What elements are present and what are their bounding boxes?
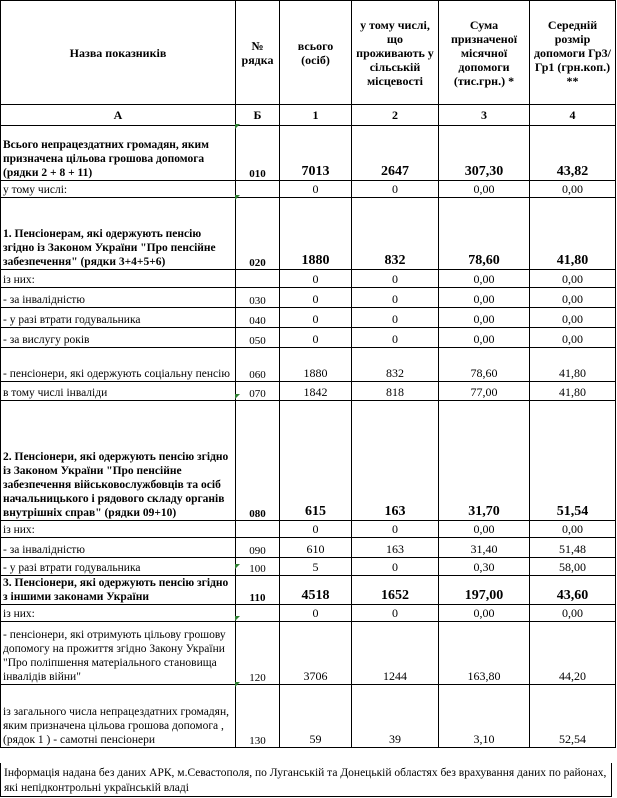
value-sum: 77,00 [439,382,530,401]
table-row [1,126,616,181]
table-row [1,605,616,622]
header-name: Назва показників [1,1,236,105]
table-row [1,328,616,348]
value-sum: 0,00 [439,181,530,198]
value-average: 41,80 [530,198,616,270]
value-average: 51,48 [530,538,616,558]
row-name: - у разі втрати годувальника [1,558,236,576]
column-letters-row [1,105,616,126]
value-rural: 163 [352,538,439,558]
table-row [1,558,616,576]
table-row [1,538,616,558]
value-rural: 0 [352,605,439,622]
header-sum: Сума призначеної місячної допомоги (тис.грн.) * [439,1,530,105]
value-average: 43,60 [530,576,616,605]
value-rural: 0 [352,521,439,538]
value-total: 0 [280,605,352,622]
row-code: 070 [236,382,280,401]
table-row [1,576,616,605]
cell-marker-icon [235,564,240,569]
row-name: - пенсіонери, які одержують соціальну пенсію [1,348,236,382]
value-average: 0,00 [530,328,616,348]
value-sum: 78,60 [439,348,530,382]
value-average: 41,80 [530,348,616,382]
header-row-number: № рядка [236,1,280,105]
value-rural: 0 [352,270,439,288]
value-average: 0,00 [530,308,616,328]
value-rural: 0 [352,288,439,308]
value-average: 0,00 [530,605,616,622]
value-average: 41,80 [530,382,616,401]
value-average: 43,82 [530,126,616,181]
column-letter: 3 [439,105,530,126]
header-row [1,1,616,105]
row-name: Всього непрацездатних громадян, яким призначена цільова грошова допомога (рядки 2 + 8 + 11) [1,126,236,181]
value-sum: 0,00 [439,605,530,622]
cell-marker-icon [235,124,240,129]
value-rural: 39 [352,685,439,748]
value-total: 1842 [280,382,352,401]
row-name: 2. Пенсіонери, які одержують пенсію згідно із Законом України "Про пенсійне забезпечення військовослужбовців та осіб начальницького і рядового складу органів внутрішніх справ" (рядки 09+10) [1,401,236,521]
header-rural: у тому числі, що проживають у сільській місцевості [352,1,439,105]
cell-marker-icon [235,394,240,399]
header-total: всього (осіб) [280,1,352,105]
column-letter: 4 [530,105,616,126]
row-code: 090 [236,538,280,558]
table-row [1,622,616,685]
row-code [236,181,280,198]
row-code: 120 [236,622,280,685]
value-total: 0 [280,270,352,288]
row-code: 050 [236,328,280,348]
cell-marker-icon [235,682,240,687]
value-total: 3706 [280,622,352,685]
row-name: - за вислугу років [1,328,236,348]
value-total: 0 [280,521,352,538]
column-letter: 1 [280,105,352,126]
row-name: із загального числа непрацездатних громадян, яким призначена цільова грошова допомога , (рядок 1 ) - самотні пенсіонери [1,685,236,748]
row-code [236,270,280,288]
column-letter: 2 [352,105,439,126]
value-total: 615 [280,401,352,521]
table-row [1,288,616,308]
value-average: 0,00 [530,288,616,308]
row-code: 030 [236,288,280,308]
value-rural: 0 [352,558,439,576]
row-code: 110 [236,576,280,605]
value-total: 7013 [280,126,352,181]
table-row [1,348,616,382]
value-sum: 78,60 [439,198,530,270]
value-rural: 2647 [352,126,439,181]
value-average: 52,54 [530,685,616,748]
cell-marker-icon [235,195,240,200]
cell-marker-icon [235,616,240,621]
row-code: 020 [236,198,280,270]
value-rural: 1652 [352,576,439,605]
row-name: - за інвалідністю [1,288,236,308]
value-total: 5 [280,558,352,576]
value-sum: 0,00 [439,308,530,328]
value-average: 51,54 [530,401,616,521]
value-rural: 1244 [352,622,439,685]
row-name: 3. Пенсіонери, які одержують пенсію згідно з іншими законами України [1,576,236,605]
value-rural: 163 [352,401,439,521]
table-row [1,401,616,521]
value-rural: 0 [352,308,439,328]
row-code: 130 [236,685,280,748]
row-name: із них: [1,605,236,622]
row-code: 080 [236,401,280,521]
value-rural: 818 [352,382,439,401]
row-name: із них: [1,521,236,538]
value-total: 0 [280,308,352,328]
value-total: 4518 [280,576,352,605]
row-name: 1. Пенсіонерам, які одержують пенсію згідно із Законом України "Про пенсійне забезпечення" (рядки 3+4+5+6) [1,198,236,270]
column-letter: Б [236,105,280,126]
table-row [1,181,616,198]
row-name: із них: [1,270,236,288]
value-sum: 307,30 [439,126,530,181]
row-code: 060 [236,348,280,382]
value-average: 58,00 [530,558,616,576]
value-rural: 0 [352,181,439,198]
row-name: - пенсіонери, які отримують цільову грошову допомогу на прожиття згідно Закону України "Про поліпшення матеріального становища інвалідів війни" [1,622,236,685]
value-total: 610 [280,538,352,558]
row-name: - за інвалідністю [1,538,236,558]
value-average: 0,00 [530,521,616,538]
row-code [236,605,280,622]
value-total: 0 [280,328,352,348]
table-row [1,382,616,401]
row-code [236,521,280,538]
value-total: 59 [280,685,352,748]
value-total: 1880 [280,348,352,382]
row-name: - у разі втрати годувальника [1,308,236,328]
table-row [1,685,616,748]
value-sum: 0,00 [439,521,530,538]
value-sum: 31,70 [439,401,530,521]
value-rural: 832 [352,348,439,382]
row-code: 040 [236,308,280,328]
value-sum: 0,00 [439,270,530,288]
value-sum: 0,00 [439,328,530,348]
value-total: 1880 [280,198,352,270]
table-row [1,308,616,328]
value-average: 44,20 [530,622,616,685]
table-row [1,521,616,538]
value-sum: 0,30 [439,558,530,576]
row-name: в тому числі інваліди [1,382,236,401]
value-rural: 0 [352,328,439,348]
row-name: у тому числі: [1,181,236,198]
value-sum: 163,80 [439,622,530,685]
column-letter: А [1,105,236,126]
value-average: 0,00 [530,181,616,198]
value-sum: 3,10 [439,685,530,748]
value-total: 0 [280,181,352,198]
header-average: Середній розмір допомоги Гр3/Гр1 (грн.коп.) ** [530,1,616,105]
value-total: 0 [280,288,352,308]
value-rural: 832 [352,198,439,270]
table-body [1,126,616,748]
value-sum: 197,00 [439,576,530,605]
table-row [1,270,616,288]
row-code: 010 [236,126,280,181]
value-sum: 0,00 [439,288,530,308]
footnote: Інформація надана без даних АРК, м.Севастополя, по Луганській та Донецькій областях без врахування даних по районах, які непідконтрольні українській владі [0,763,612,797]
value-average: 0,00 [530,270,616,288]
value-sum: 31,40 [439,538,530,558]
row-code: 100 [236,558,280,576]
table-row [1,198,616,270]
